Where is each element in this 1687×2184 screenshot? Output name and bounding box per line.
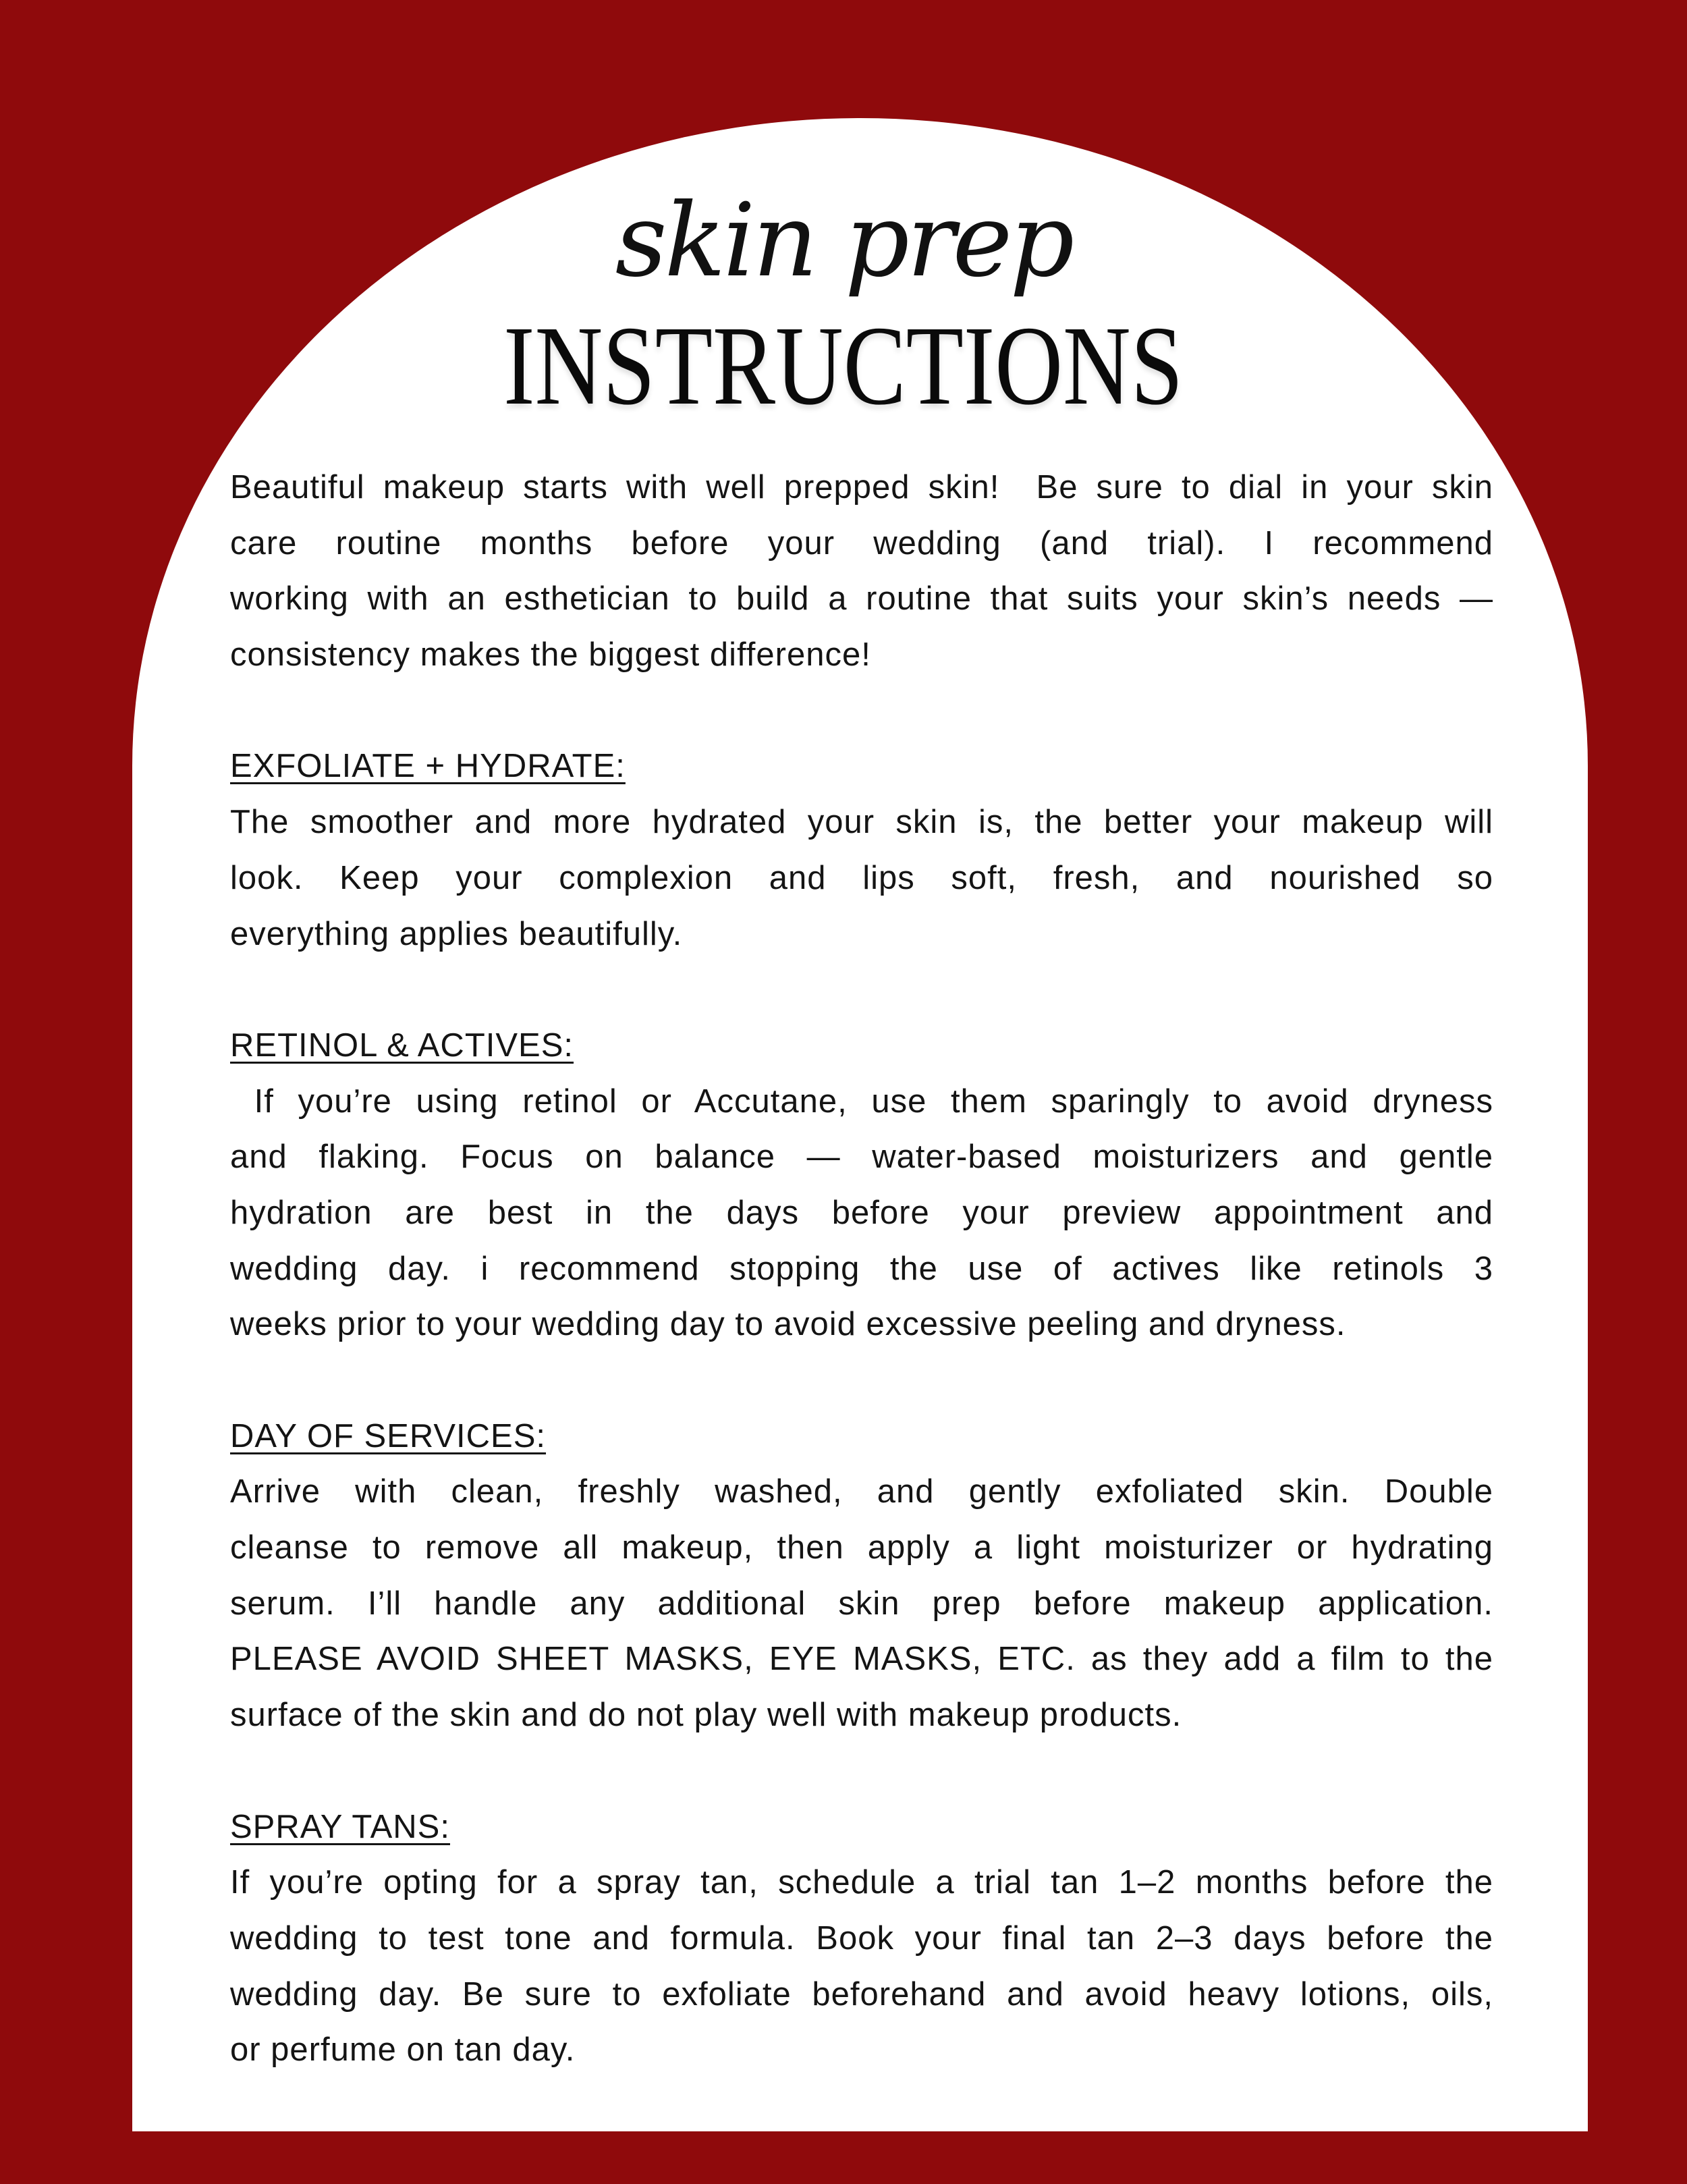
section-line: The smoother and more hydrated your skin is, the better your makeup will: [230, 804, 1493, 841]
section-line: wedding day. i recommend stopping the use of actives like retinols 3: [230, 1250, 1493, 1287]
section-line: wedding to test tone and formula. Book your final tan 2–3 days before the: [230, 1919, 1493, 1957]
section-line: and flaking. Focus on balance — water-based moisturizers and gentle: [230, 1139, 1493, 1176]
section-line: Arrive with clean, freshly washed, and gently exfoliated skin. Double: [230, 1473, 1493, 1510]
intro-line: Beautiful makeup starts with well prepped skin! Be sure to dial in your skin: [230, 469, 1493, 506]
section-line: look. Keep your complexion and lips soft, fresh, and nourished so: [230, 859, 1493, 896]
section-heading: DAY OF SERVICES:: [230, 1417, 547, 1454]
section-line: or perfume on tan day.: [230, 2031, 576, 2069]
intro-line: care routine months before your wedding (and trial). I recommend: [230, 524, 1493, 562]
script-subtitle: skin prep: [615, 182, 1072, 300]
page-title: [0, 303, 1687, 429]
section-line: hydration are best in the days before your preview appointment and: [230, 1194, 1493, 1231]
section-spray-tans: [230, 1799, 1493, 2078]
section-heading: SPRAY TANS:: [230, 1808, 450, 1845]
section-line: surface of the skin and do not play well with makeup products.: [230, 1697, 1182, 1734]
section-line: serum. I’ll handle any additional skin prep before makeup application.: [230, 1585, 1493, 1622]
section-line: If you’re using retinol or Accutane, use them sparingly to avoid dryness: [230, 1083, 1493, 1120]
intro-line: working with an esthetician to build a routine that suits your skin’s needs —: [230, 580, 1493, 618]
section-line: wedding day. Be sure to exfoliate beforehand and avoid heavy lotions, oils,: [230, 1975, 1493, 2013]
section-line: PLEASE AVOID SHEET MASKS, EYE MASKS, ETC. as they add a film to the: [230, 1641, 1493, 1678]
section-line: If you’re opting for a spray tan, schedule a trial tan 1–2 months before the: [230, 1864, 1493, 1901]
section-day-of-services: [230, 1409, 1493, 1743]
page-title-text: INSTRUCTIONS: [503, 303, 1184, 429]
section-line: weeks prior to your wedding day to avoid excessive peeling and dryness.: [230, 1306, 1346, 1343]
intro-paragraph: [230, 460, 1493, 683]
section-heading: EXFOLIATE + HYDRATE:: [230, 748, 626, 785]
instructions-body: [230, 460, 1493, 2078]
section-line: everything applies beautifully.: [230, 915, 683, 952]
section-line: cleanse to remove all makeup, then apply a light moisturizer or hydrating: [230, 1529, 1493, 1566]
section-heading: RETINOL & ACTIVES:: [230, 1027, 574, 1064]
section-retinol-actives: [230, 1018, 1493, 1353]
intro-line: consistency makes the biggest difference!: [230, 636, 871, 674]
section-exfoliate-hydrate: [230, 738, 1493, 962]
